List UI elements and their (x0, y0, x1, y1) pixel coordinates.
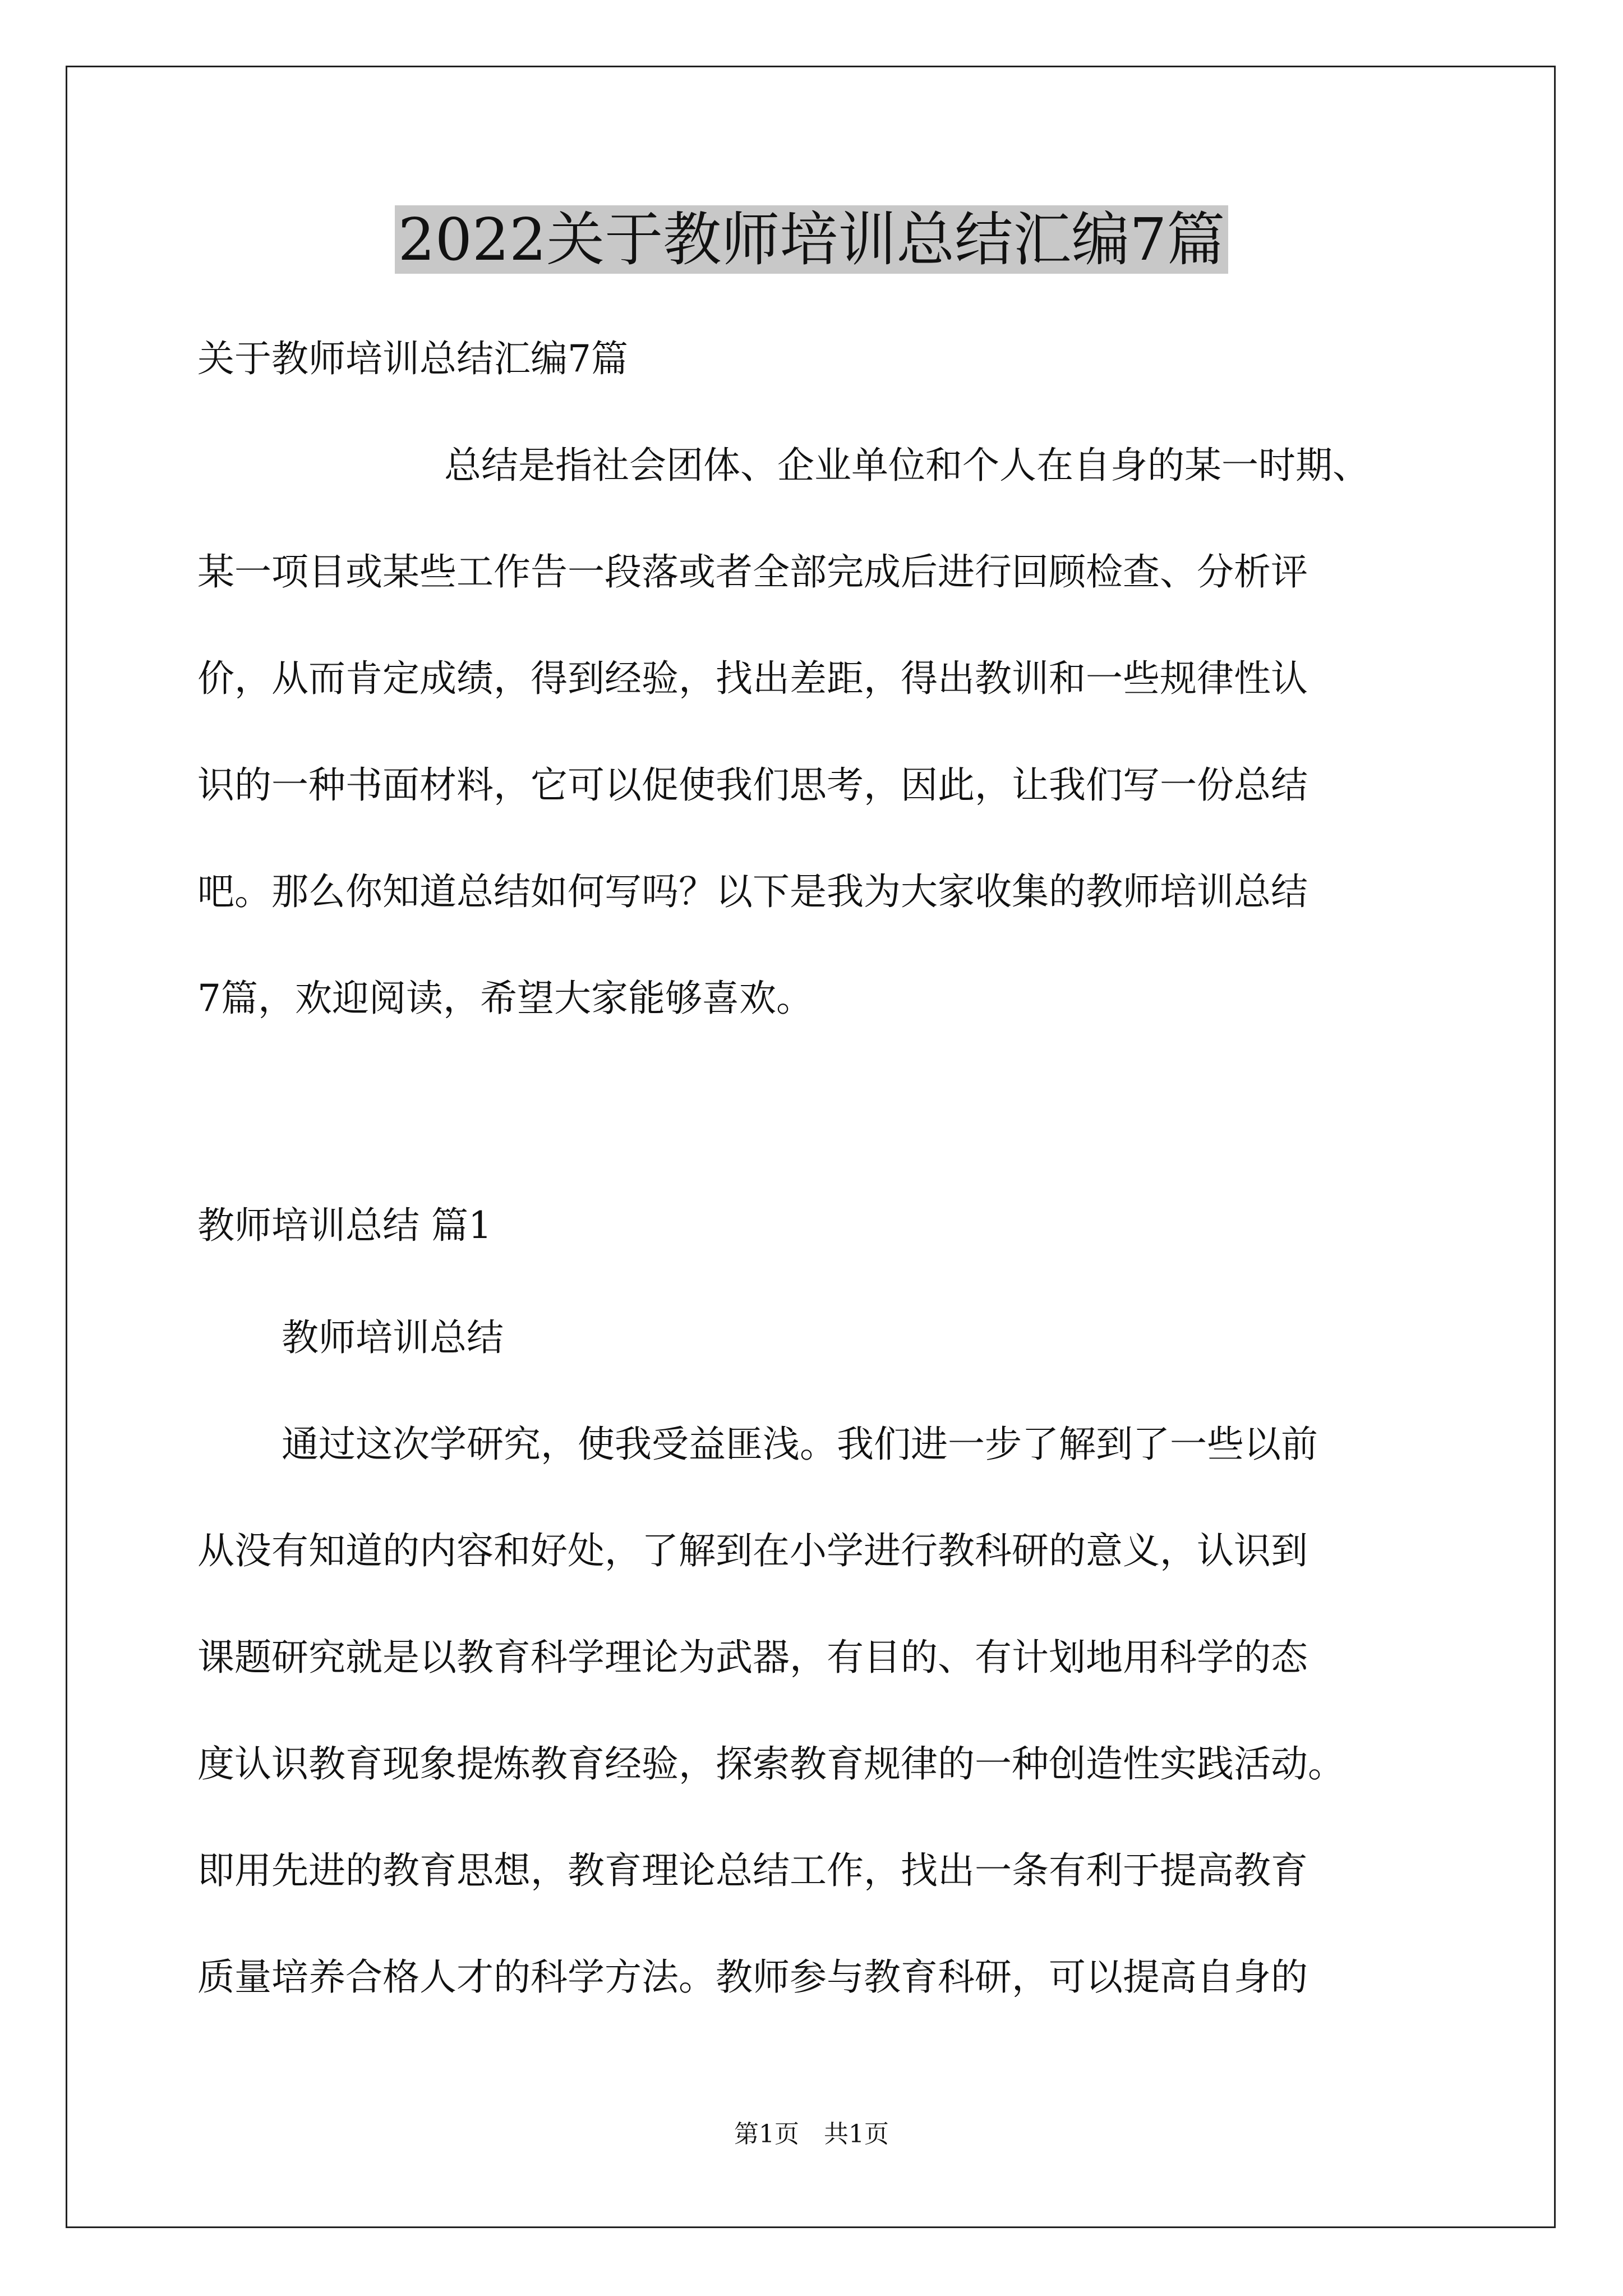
page-number: 第1页 (734, 2120, 799, 2148)
document-subtitle: 关于教师培训总结汇编7篇 (197, 337, 628, 380)
section-heading: 教师培训总结 篇1 (197, 1204, 492, 1247)
section-subheading: 教师培训总结 (282, 1316, 504, 1359)
page-footer (0, 2118, 1623, 2151)
intro-line: 7篇，欢迎阅读，希望大家能够喜欢。 (197, 977, 813, 1020)
intro-line: 吧。那么你知道总结如何写吗？以下是我为大家收集的教师培训总结 (197, 870, 1308, 913)
section-line: 通过这次学研究，使我受益匪浅。我们进一步了解到了一些以前 (282, 1423, 1318, 1466)
intro-line: 识的一种书面材料，它可以促使我们思考，因此，让我们写一份总结 (197, 763, 1308, 807)
section-line: 课题研究就是以教育科学理论为武器，有目的、有计划地用科学的态 (197, 1636, 1308, 1679)
section-line: 即用先进的教育思想，教育理论总结工作，找出一条有利于提高教育 (197, 1849, 1308, 1892)
page-total: 共1页 (824, 2120, 889, 2148)
intro-line: 某一项目或某些工作告一段落或者全部完成后进行回顾检查、分析评 (197, 550, 1308, 593)
section-line: 度认识教育现象提炼教育经验，探索教育规律的一种创造性实践活动。 (197, 1742, 1345, 1786)
section-line: 从没有知道的内容和好处，了解到在小学进行教科研的意义，认识到 (197, 1529, 1308, 1572)
section-line: 质量培养合格人才的科学方法。教师参与教育科研，可以提高自身的 (197, 1955, 1308, 1999)
intro-line: 总结是指社会团体、企业单位和个人在自身的某一时期、 (444, 444, 1370, 487)
intro-line: 价，从而肯定成绩，得到经验，找出差距，得出教训和一些规律性认 (197, 657, 1308, 700)
document-title: 2022关于教师培训总结汇编7篇 (0, 197, 1623, 282)
